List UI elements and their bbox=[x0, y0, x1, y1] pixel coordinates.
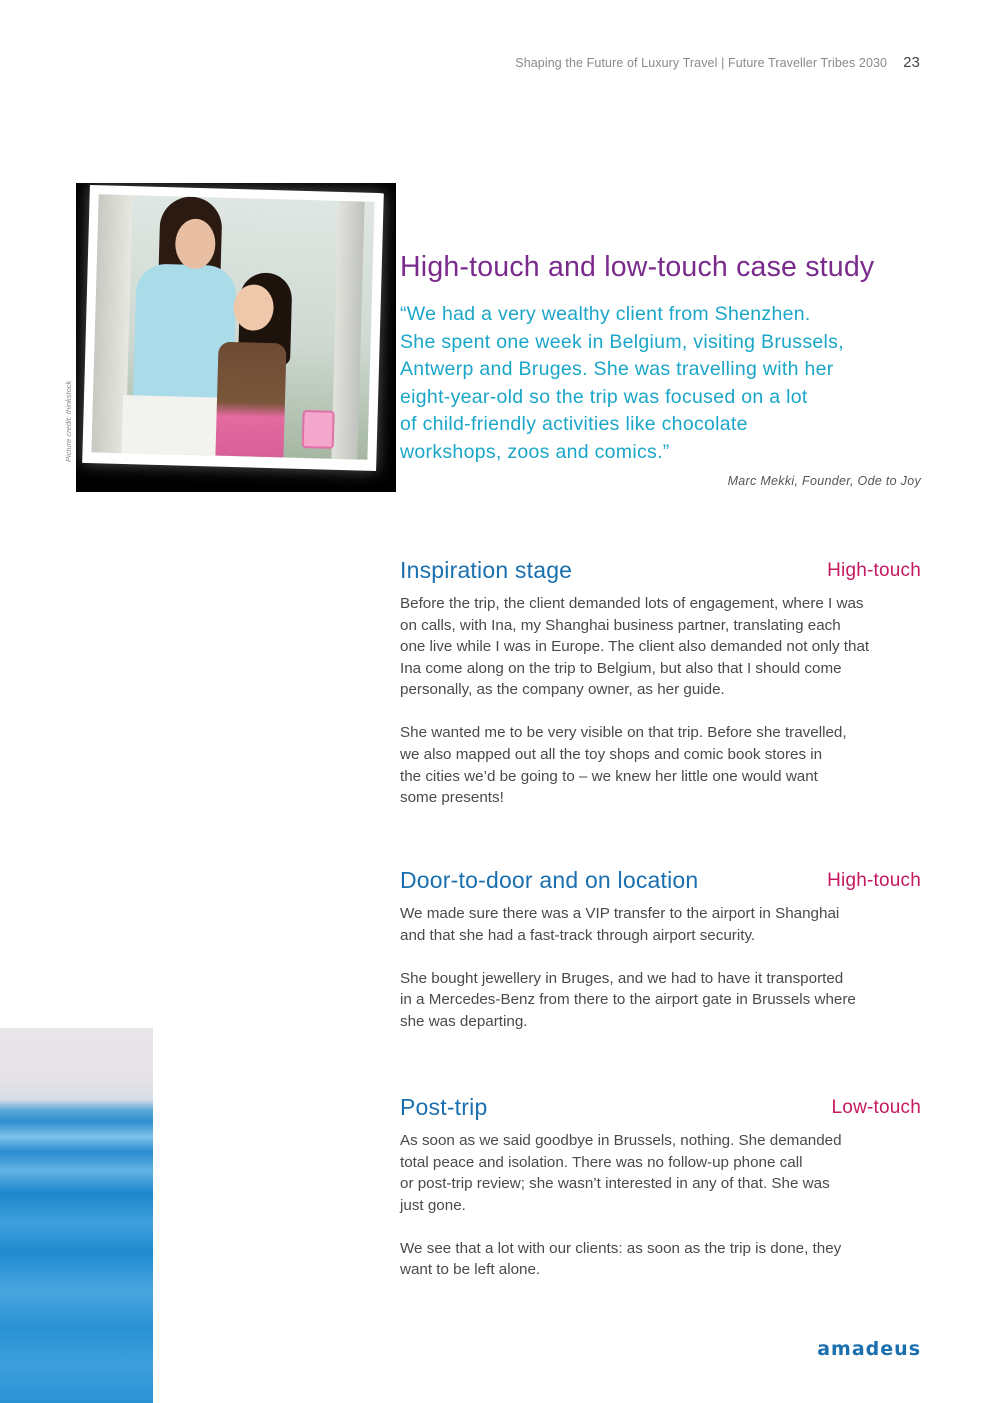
amadeus-logo: amadeus bbox=[817, 1338, 921, 1360]
paragraph bbox=[400, 1130, 921, 1216]
text-line: one live while I was in Europe. The client also demanded not only that bbox=[400, 638, 870, 656]
section-body bbox=[400, 903, 921, 1032]
touch-level-tag: High-touch bbox=[827, 870, 921, 891]
text-line: on calls, with Ina, my Shanghai business partner, translating each bbox=[400, 616, 841, 634]
text-line: total peace and isolation. There was no follow-up phone call bbox=[400, 1153, 803, 1171]
paragraph bbox=[400, 1238, 921, 1281]
sea-image bbox=[0, 1028, 153, 1403]
text-line: She wanted me to be very visible on that trip. Before she travelled, bbox=[400, 724, 847, 742]
section-body bbox=[400, 1130, 921, 1281]
text-line: Ina come along on the trip to Belgium, but also that I should come bbox=[400, 659, 842, 677]
section-title: Inspiration stage bbox=[400, 557, 573, 583]
text-line: she was departing. bbox=[400, 1012, 528, 1030]
text-line: Before the trip, the client demanded lots of engagement, where I was bbox=[400, 595, 864, 612]
section-header bbox=[400, 1094, 921, 1126]
text-line: want to be left alone. bbox=[400, 1261, 541, 1279]
paragraph bbox=[400, 968, 921, 1033]
text-line: the cities we’d be going to – we knew her little one would want bbox=[400, 767, 818, 785]
text-line: As soon as we said goodbye in Brussels, nothing. She demanded bbox=[400, 1132, 842, 1149]
section-title: Door-to-door and on location bbox=[400, 867, 699, 893]
case-study-quote bbox=[400, 301, 930, 466]
text-line: We made sure there was a VIP transfer to the airport in Shanghai bbox=[400, 905, 840, 922]
quote-line: She spent one week in Belgium, visiting Brussels, bbox=[400, 330, 844, 353]
photo-girl-body bbox=[215, 342, 286, 460]
mother-daughter-photo bbox=[91, 194, 374, 460]
touch-level-tag: High-touch bbox=[827, 560, 921, 581]
text-line: We see that a lot with our clients: as soon as the trip is done, they bbox=[400, 1239, 842, 1257]
section-body bbox=[400, 593, 921, 809]
touch-level-tag: Low-touch bbox=[831, 1097, 921, 1118]
quote-attribution: Marc Mekki, Founder, Ode to Joy bbox=[727, 474, 921, 488]
paragraph bbox=[400, 722, 921, 808]
quote-line: Antwerp and Bruges. She was travelling with her bbox=[400, 358, 834, 380]
quote-line: workshops, zoos and comics.” bbox=[400, 440, 670, 463]
section-title: Post-trip bbox=[400, 1094, 488, 1120]
section-door-to-door bbox=[400, 867, 921, 1054]
running-title: Shaping the Future of Luxury Travel | Future Traveller Tribes 2030 bbox=[515, 56, 888, 70]
text-line: in a Mercedes-Benz from there to the airport gate in Brussels where bbox=[400, 991, 856, 1009]
case-study-title: High-touch and low-touch case study bbox=[400, 251, 875, 283]
paragraph bbox=[400, 593, 921, 701]
case-study-photo bbox=[76, 183, 396, 492]
paragraph bbox=[400, 903, 921, 946]
photo-credit: Picture credit: thinkstock bbox=[64, 380, 73, 462]
section-inspiration-stage bbox=[400, 557, 921, 830]
quote-line: “We had a very wealthy client from Shenzhen. bbox=[400, 303, 811, 325]
text-line: some presents! bbox=[400, 789, 504, 807]
text-line: She bought jewellery in Bruges, and we had to have it transported bbox=[400, 969, 844, 987]
running-header bbox=[515, 54, 920, 71]
text-line: and that she had a fast-track through airport security. bbox=[400, 926, 756, 944]
section-header bbox=[400, 867, 921, 899]
text-line: personally, as the company owner, as her guide. bbox=[400, 681, 725, 699]
quote-line: of child-friendly activities like chocolate bbox=[400, 413, 748, 435]
text-line: just gone. bbox=[400, 1196, 466, 1214]
text-line: we also mapped out all the toy shops and comic book stores in bbox=[400, 746, 823, 764]
photo-pink-bag bbox=[302, 410, 335, 449]
photo-background-pillar-right bbox=[331, 201, 364, 460]
quote-line: eight-year-old so the trip was focused on a lot bbox=[400, 385, 808, 408]
text-line: or post-trip review; she wasn’t interested in any of that. She was bbox=[400, 1175, 830, 1193]
page-number: 23 bbox=[903, 54, 920, 71]
photo-frame bbox=[82, 185, 384, 471]
section-post-trip bbox=[400, 1094, 921, 1303]
section-header bbox=[400, 557, 921, 589]
